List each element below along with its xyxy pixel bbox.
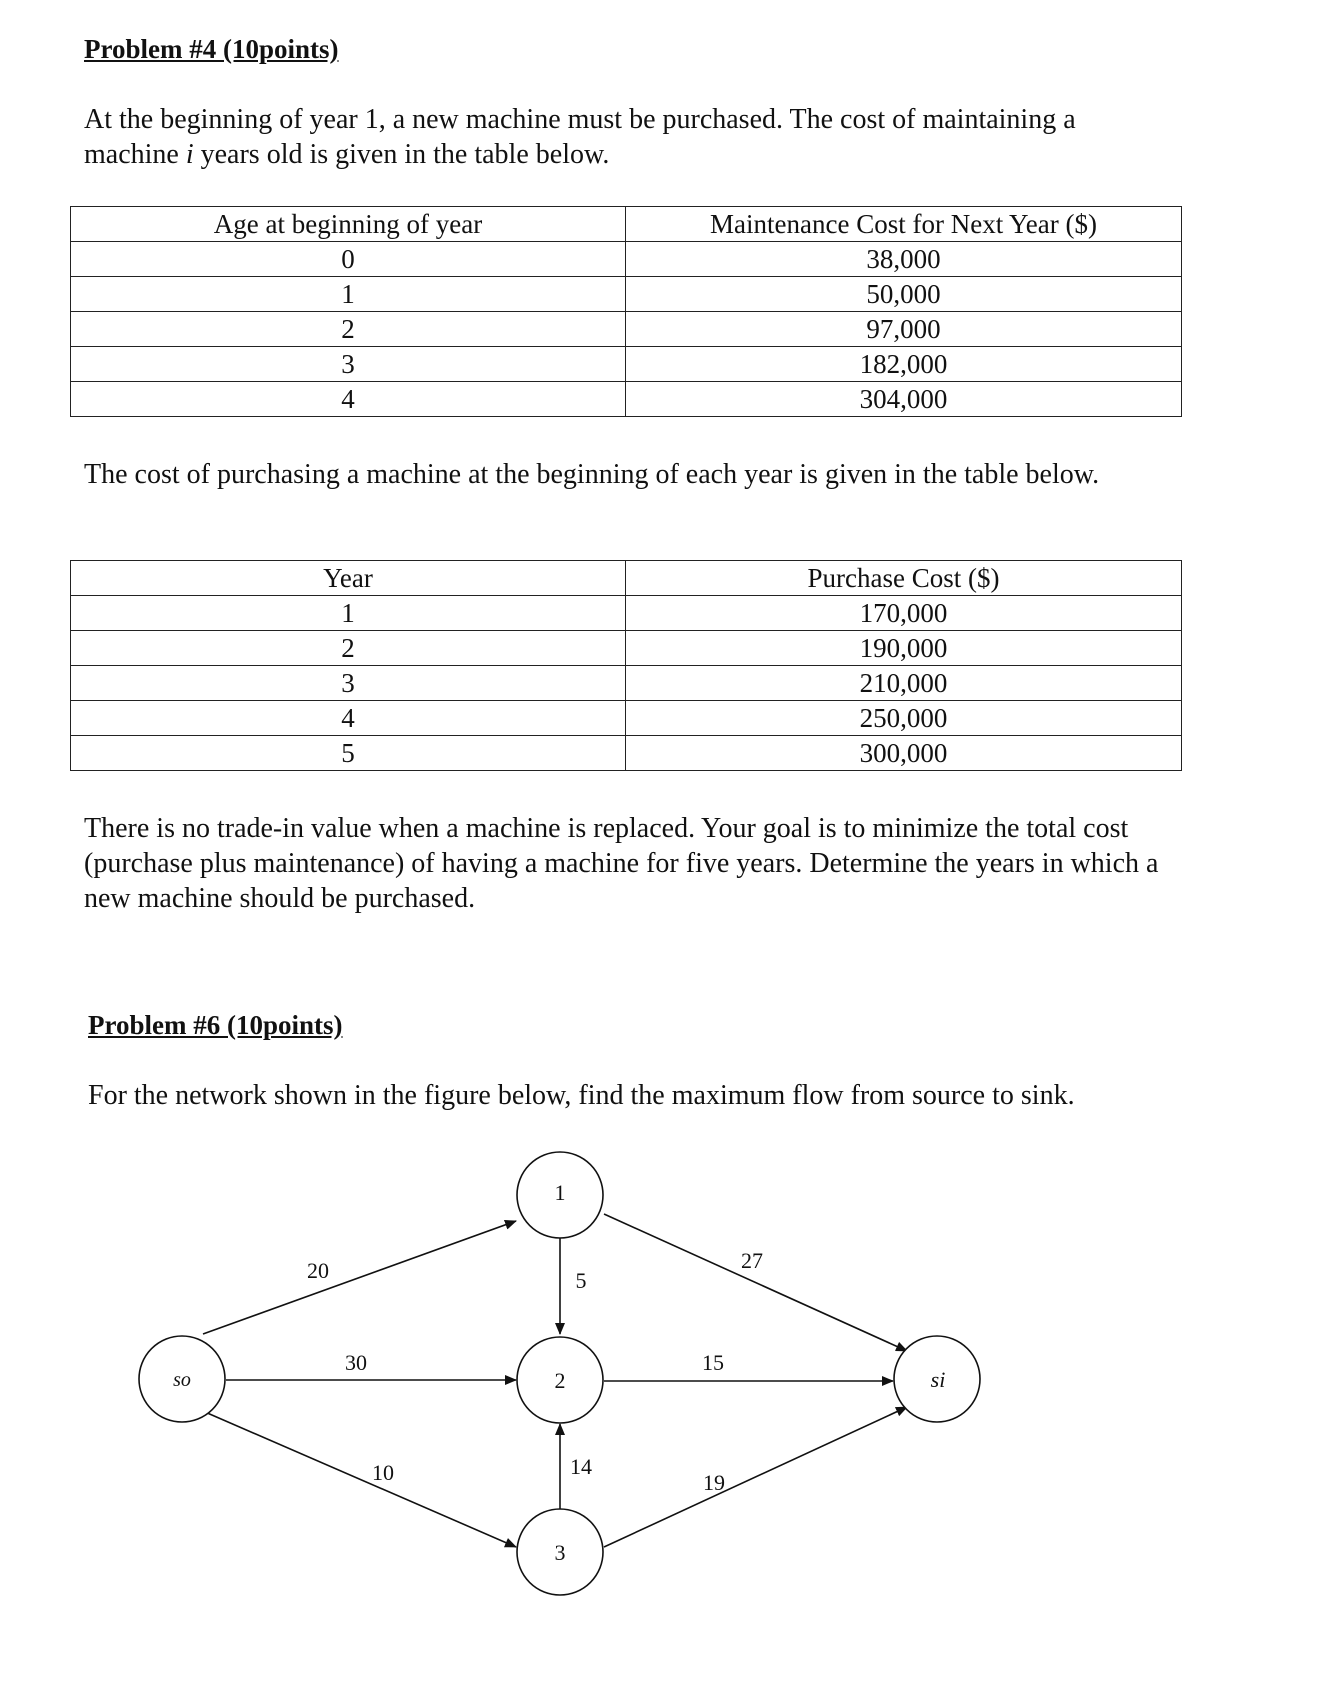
table-cell: 38,000: [626, 242, 1182, 277]
table-cell: 2: [71, 631, 626, 666]
table-cell: 1: [71, 277, 626, 312]
table-cell: 2: [71, 312, 626, 347]
capacity-label-so-3: 10: [372, 1460, 394, 1485]
purchase-intro: The cost of purchasing a machine at the beginning of each year is given in the table below.: [84, 459, 1100, 490]
node-label-3: 3: [554, 1540, 566, 1565]
node-label-1: 1: [554, 1180, 566, 1205]
edge-1-si: [604, 1214, 907, 1351]
node-label-si: si: [930, 1367, 946, 1392]
problem6-intro: For the network shown in the figure below, find the maximum flow from source to sink.: [88, 1080, 1075, 1111]
node-label-2: 2: [554, 1368, 566, 1393]
table-header-cell: Year: [71, 561, 626, 596]
table-cell: 5: [71, 736, 626, 771]
edge-3-si: [604, 1407, 907, 1547]
table-header-cell: Maintenance Cost for Next Year ($): [626, 207, 1182, 242]
capacity-label-1-2: 5: [575, 1268, 587, 1293]
capacity-label-3-si: 19: [703, 1470, 725, 1495]
table-cell: 3: [71, 666, 626, 701]
capacity-label-2-si: 15: [702, 1350, 724, 1375]
capacity-label-so-2: 30: [345, 1350, 367, 1375]
table-cell: 1: [71, 596, 626, 631]
table-cell: 304,000: [626, 382, 1182, 417]
table-cell: 210,000: [626, 666, 1182, 701]
node-label-so: so: [173, 1369, 191, 1391]
table-cell: 182,000: [626, 347, 1182, 382]
capacity-label-so-1: 20: [307, 1258, 329, 1283]
table-cell: 4: [71, 382, 626, 417]
problem4-closing: There is no trade-in value when a machine is replaced. Your goal is to minimize the total cost (purchase plus maintenance) of having a machine for five years. Determine the years in which a new machine should be purchased.: [84, 813, 1159, 914]
table-cell: 3: [71, 347, 626, 382]
edge-so-3: [205, 1412, 516, 1547]
table-cell: 4: [71, 701, 626, 736]
problem6-heading: Problem #6 (10points): [88, 1010, 343, 1040]
table-cell: 50,000: [626, 277, 1182, 312]
table-header-cell: Purchase Cost ($): [626, 561, 1182, 596]
table-cell: 170,000: [626, 596, 1182, 631]
capacity-label-3-2: 14: [570, 1454, 592, 1479]
problem4-intro-part1: At the beginning of year 1, a new machine must be purchased. The cost of maintaining a machine: [84, 104, 1076, 170]
table-cell: 190,000: [626, 631, 1182, 666]
table-cell: 250,000: [626, 701, 1182, 736]
edge-so-1: [203, 1221, 516, 1334]
problem4-intro-variable-i: i: [185, 139, 194, 170]
capacity-label-1-si: 27: [741, 1248, 763, 1273]
problem4-intro-part2: years old is given in the table below.: [193, 139, 610, 170]
problem4-heading: Problem #4 (10points): [84, 34, 339, 64]
table-cell: 0: [71, 242, 626, 277]
table-cell: 300,000: [626, 736, 1182, 771]
table-cell: 97,000: [626, 312, 1182, 347]
table-header-cell: Age at beginning of year: [71, 207, 626, 242]
